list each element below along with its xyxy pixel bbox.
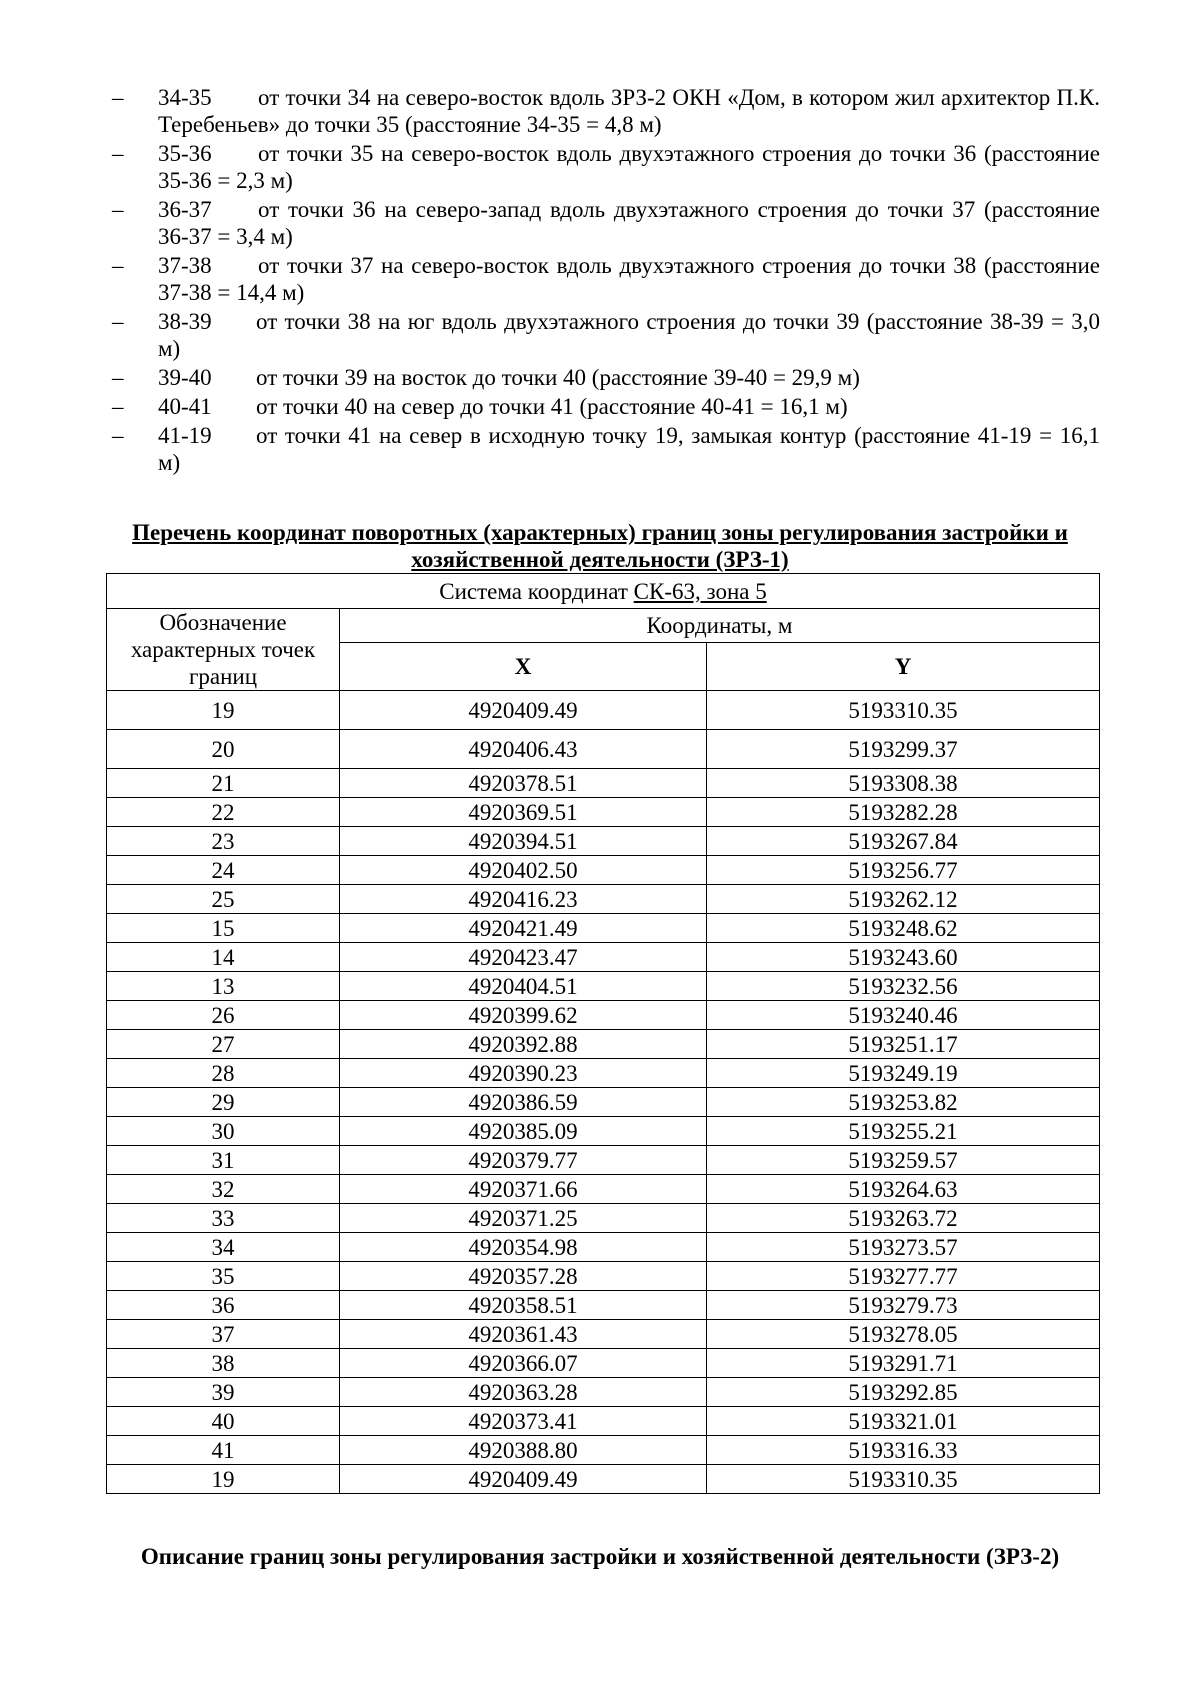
cell-point: 22 (107, 798, 340, 827)
cell-point: 31 (107, 1146, 340, 1175)
list-item: – 36-37 от точки 36 на северо-запад вдоль двухэтажного строения до точки 37 (расстояние 36-37 = 3,4 м) (112, 197, 1100, 249)
segment-code: 36-37 (158, 197, 212, 222)
cell-x: 4920385.09 (340, 1117, 707, 1146)
cell-point: 30 (107, 1117, 340, 1146)
table-row (107, 1117, 1100, 1146)
cell-point: 37 (107, 1320, 340, 1349)
table-row (107, 943, 1100, 972)
cell-point: 34 (107, 1233, 340, 1262)
cell-x: 4920361.43 (340, 1320, 707, 1349)
segment-text: от точки 38 на юг вдоль двухэтажного строения до точки 39 (расстояние 38-39 = 3,0 м) (158, 309, 1100, 361)
cell-y: 5193321.01 (707, 1407, 1100, 1436)
segment-text: от точки 39 на восток до точки 40 (расстояние 39-40 = 29,9 м) (256, 365, 860, 390)
coordinate-system-link: СК-63, зона 5 (633, 578, 767, 604)
table-row (107, 1262, 1100, 1291)
list-item: – 38-39 от точки 38 на юг вдоль двухэтажного строения до точки 39 (расстояние 38-39 = 3,0 м) (112, 309, 1100, 361)
cell-y: 5193299.37 (707, 730, 1100, 769)
segment-text: от точки 40 на север до точки 41 (расстояние 40-41 = 16,1 м) (256, 394, 848, 419)
cell-y: 5193255.21 (707, 1117, 1100, 1146)
cell-y: 5193282.28 (707, 798, 1100, 827)
cell-point: 25 (107, 885, 340, 914)
cell-y: 5193253.82 (707, 1088, 1100, 1117)
cell-point: 38 (107, 1349, 340, 1378)
cell-x: 4920354.98 (340, 1233, 707, 1262)
list-item: – 35-36 от точки 35 на северо-восток вдоль двухэтажного строения до точки 36 (расстояние 35-36 = 2,3 м) (112, 141, 1100, 193)
list-item: – 41-19 от точки 41 на север в исходную точку 19, замыкая контур (расстояние 41-19 = 16,1 м) (112, 423, 1100, 475)
segment-code: 41-19 (158, 423, 212, 448)
cell-y: 5193267.84 (707, 827, 1100, 856)
cell-x: 4920404.51 (340, 972, 707, 1001)
segment-code: 40-41 (158, 394, 212, 419)
coordinates-table (106, 573, 1100, 1494)
cell-x: 4920371.66 (340, 1175, 707, 1204)
list-item: – 39-40 от точки 39 на восток до точки 40 (расстояние 39-40 = 29,9 м) (112, 365, 860, 390)
table-row (107, 798, 1100, 827)
cell-point: 23 (107, 827, 340, 856)
coordinate-system-row (107, 574, 1100, 609)
cell-x: 4920379.77 (340, 1146, 707, 1175)
cell-y: 5193248.62 (707, 914, 1100, 943)
cell-x: 4920409.49 (340, 691, 707, 730)
cell-y: 5193262.12 (707, 885, 1100, 914)
table-row (107, 1059, 1100, 1088)
table-row (107, 1088, 1100, 1117)
table-row (107, 691, 1100, 730)
coordinates-header: Координаты, м (340, 609, 1100, 643)
table-row (107, 730, 1100, 769)
y-header: Y (707, 642, 1100, 690)
cell-x: 4920388.80 (340, 1436, 707, 1465)
cell-point: 39 (107, 1378, 340, 1407)
table-row (107, 769, 1100, 798)
cell-y: 5193256.77 (707, 856, 1100, 885)
segment-code: 38-39 (158, 309, 212, 334)
cell-x: 4920421.49 (340, 914, 707, 943)
cell-point: 36 (107, 1291, 340, 1320)
table-row (107, 856, 1100, 885)
cell-point: 28 (107, 1059, 340, 1088)
segment-code: 34-35 (158, 85, 212, 110)
cell-y: 5193259.57 (707, 1146, 1100, 1175)
cell-y: 5193249.19 (707, 1059, 1100, 1088)
cell-y: 5193279.73 (707, 1291, 1100, 1320)
cell-x: 4920357.28 (340, 1262, 707, 1291)
cell-y: 5193310.35 (707, 691, 1100, 730)
table-row (107, 827, 1100, 856)
cell-y: 5193277.77 (707, 1262, 1100, 1291)
table-row (107, 1291, 1100, 1320)
table-row (107, 885, 1100, 914)
cell-x: 4920392.88 (340, 1030, 707, 1059)
table-row (107, 972, 1100, 1001)
table-row (107, 1349, 1100, 1378)
cell-point: 29 (107, 1088, 340, 1117)
cell-point: 15 (107, 914, 340, 943)
segment-code: 37-38 (158, 253, 212, 278)
cell-x: 4920402.50 (340, 856, 707, 885)
cell-x: 4920386.59 (340, 1088, 707, 1117)
list-item: – 37-38 от точки 37 на северо-восток вдоль двухэтажного строения до точки 38 (расстояние 37-38 = 14,4 м) (112, 253, 1100, 305)
cell-x: 4920366.07 (340, 1349, 707, 1378)
table-row (107, 1378, 1100, 1407)
cell-x: 4920373.41 (340, 1407, 707, 1436)
table-title: Перечень координат поворотных (характерных) границ зоны регулирования застройки и хозяйственной деятельности (ЗРЗ-1) (132, 520, 1068, 572)
cell-y: 5193263.72 (707, 1204, 1100, 1233)
cell-y: 5193264.63 (707, 1175, 1100, 1204)
header-row (107, 609, 1100, 643)
segment-text: от точки 35 на северо-восток вдоль двухэтажного строения до точки 36 (расстояние 35-36 = 2,3 м) (158, 141, 1100, 193)
segment-text: от точки 37 на северо-восток вдоль двухэтажного строения до точки 38 (расстояние 37-38 = 14,4 м) (158, 253, 1100, 305)
cell-y: 5193240.46 (707, 1001, 1100, 1030)
cell-y: 5193278.05 (707, 1320, 1100, 1349)
cell-point: 14 (107, 943, 340, 972)
cell-x: 4920423.47 (340, 943, 707, 972)
cell-x: 4920416.23 (340, 885, 707, 914)
table-row (107, 1436, 1100, 1465)
table-row (107, 914, 1100, 943)
cell-y: 5193232.56 (707, 972, 1100, 1001)
x-header: X (340, 642, 707, 690)
cell-x: 4920363.28 (340, 1378, 707, 1407)
cell-y: 5193291.71 (707, 1349, 1100, 1378)
cell-point: 40 (107, 1407, 340, 1436)
cell-y: 5193273.57 (707, 1233, 1100, 1262)
cell-point: 19 (107, 1465, 340, 1494)
table-row (107, 1001, 1100, 1030)
cell-point: 41 (107, 1436, 340, 1465)
segment-text: от точки 36 на северо-запад вдоль двухэтажного строения до точки 37 (расстояние 36-37 = 3,4 м) (158, 197, 1100, 249)
table-row (107, 1465, 1100, 1494)
cell-point: 19 (107, 691, 340, 730)
cell-x: 4920394.51 (340, 827, 707, 856)
list-item: – 40-41 от точки 40 на север до точки 41 (расстояние 40-41 = 16,1 м) (112, 394, 848, 419)
cell-x: 4920358.51 (340, 1291, 707, 1320)
cell-point: 21 (107, 769, 340, 798)
cell-x: 4920399.62 (340, 1001, 707, 1030)
cell-y: 5193292.85 (707, 1378, 1100, 1407)
cell-point: 33 (107, 1204, 340, 1233)
cell-x: 4920369.51 (340, 798, 707, 827)
point-label-header: Обозначение характерных точек границ (107, 609, 340, 691)
cell-point: 27 (107, 1030, 340, 1059)
segment-text: от точки 41 на север в исходную точку 19, замыкая контур (расстояние 41-19 = 16,1 м) (158, 423, 1100, 475)
cell-point: 20 (107, 730, 340, 769)
cell-y: 5193251.17 (707, 1030, 1100, 1059)
cell-x: 4920371.25 (340, 1204, 707, 1233)
table-row (107, 1233, 1100, 1262)
cell-x: 4920406.43 (340, 730, 707, 769)
cell-y: 5193310.35 (707, 1465, 1100, 1494)
cell-point: 35 (107, 1262, 340, 1291)
cell-y: 5193308.38 (707, 769, 1100, 798)
cell-y: 5193243.60 (707, 943, 1100, 972)
cell-point: 26 (107, 1001, 340, 1030)
segment-text: от точки 34 на северо-восток вдоль ЗРЗ-2 ОКН «Дом, в котором жил архитектор П.К. Теребеньев» до точки 35 (расстояние 34-35 = 4,8 м) (158, 85, 1100, 137)
coordinate-system-cell: Система координат СК-63, зона 5 (107, 574, 1100, 609)
boundary-segment-list (112, 84, 1100, 478)
table-row (107, 1146, 1100, 1175)
section-heading: Описание границ зоны регулирования застройки и хозяйственной деятельности (ЗРЗ-2) (140, 1544, 1060, 1569)
table-row (107, 1407, 1100, 1436)
table-row (107, 1030, 1100, 1059)
cell-x: 4920409.49 (340, 1465, 707, 1494)
list-item: – 34-35 от точки 34 на северо-восток вдоль ЗРЗ-2 ОКН «Дом, в котором жил архитектор П.К. Теребеньев» до точки 35 (расстояние 34-35 = 4,8 м) (112, 85, 1100, 137)
cell-point: 13 (107, 972, 340, 1001)
cell-x: 4920378.51 (340, 769, 707, 798)
segment-code: 35-36 (158, 141, 212, 166)
table-row (107, 1175, 1100, 1204)
cell-point: 32 (107, 1175, 340, 1204)
cell-y: 5193316.33 (707, 1436, 1100, 1465)
cell-point: 24 (107, 856, 340, 885)
cell-x: 4920390.23 (340, 1059, 707, 1088)
segment-code: 39-40 (158, 365, 212, 390)
table-row (107, 1204, 1100, 1233)
table-row (107, 1320, 1100, 1349)
